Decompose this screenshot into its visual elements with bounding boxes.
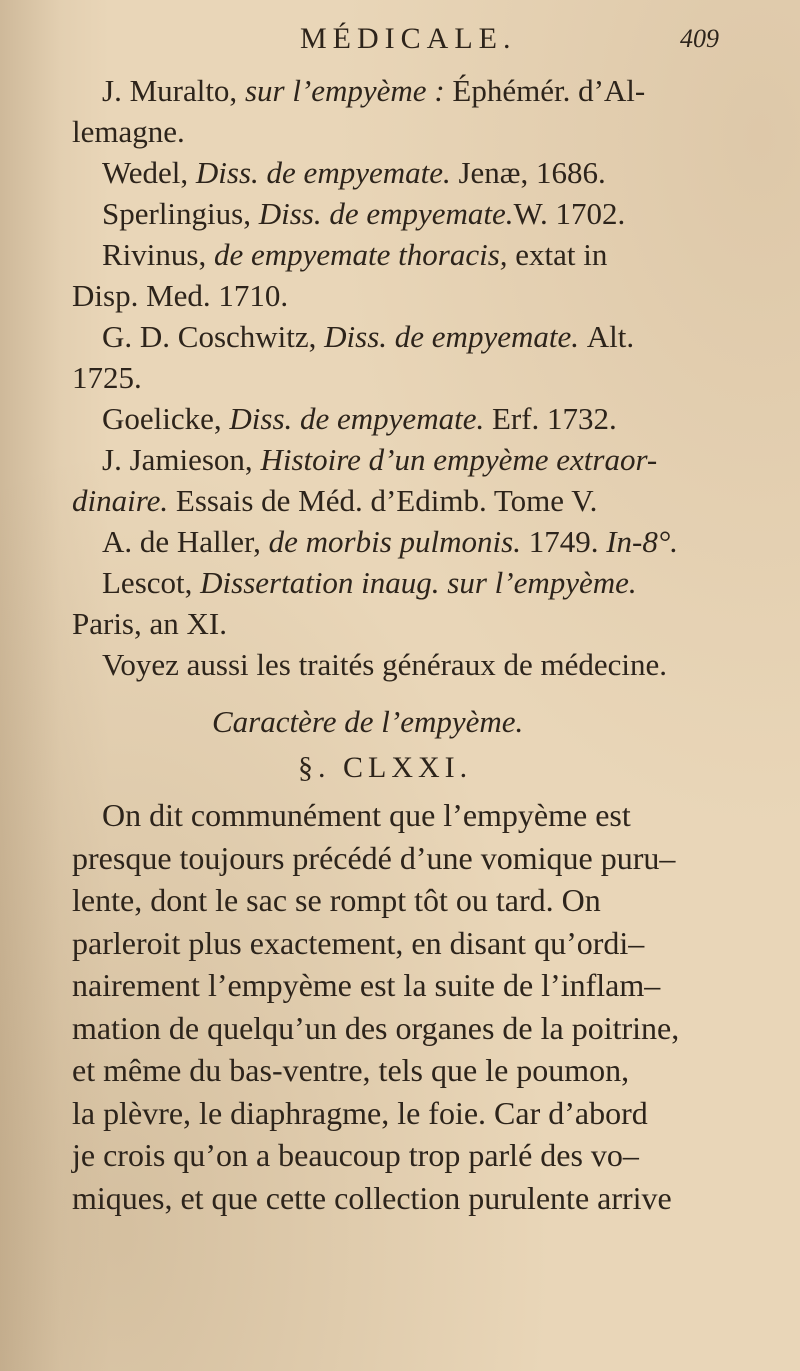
bibliography-line: Sperlingius, Diss. de empyemate.W. 1702. (102, 196, 626, 231)
paragraph-line: je crois qu’on a beaucoup trop parlé des vo– (72, 1137, 639, 1173)
page-header (0, 18, 800, 68)
bibliography-line: Disp. Med. 1710. (72, 278, 289, 313)
paragraph-line: presque toujours précédé d’une vomique puru– (72, 839, 676, 876)
bibliography-line: Rivinus, de empyemate thoracis, extat in (102, 237, 608, 272)
paragraph-line: parleroit plus exactement, en disant qu’ordi– (72, 924, 645, 961)
bibliography-line: Wedel, Diss. de empyemate. Jenæ, 1686. (102, 155, 606, 190)
paragraph-line: et même du bas-ventre, tels que le poumon, (72, 1052, 630, 1088)
bibliography-line: dinaire. Essais de Méd. d’Edimb. Tome V. (72, 483, 598, 518)
bibliography-line: A. de Haller, de morbis pulmonis. 1749. In-8°. (102, 524, 678, 559)
paragraph-line: lente, dont le sac se rompt tôt ou tard. On (72, 882, 601, 918)
bibliography-line: 1725. (72, 360, 142, 395)
paragraph-line: miques, et que cette collection purulente arrive (72, 1179, 672, 1216)
body-paragraph (72, 794, 682, 1219)
section-caption: Caractère de l’empyème. (212, 704, 524, 739)
bibliography-line: lemagne. (72, 114, 185, 149)
page-number: 409 (680, 24, 719, 53)
bibliography-line: Goelicke, Diss. de empyemate. Erf. 1732. (102, 401, 617, 436)
bibliography-line: J. Muralto, sur l’empyème : Éphémér. d’Al- (102, 73, 646, 108)
section-number: §. CLXXI. (298, 751, 473, 784)
running-head: MÉDICALE. (300, 22, 517, 55)
paragraph-line: la plèvre, le diaphragme, le foie. Car d’abord (72, 1094, 648, 1131)
bibliography-line: Voyez aussi les traités généraux de médecine. (102, 647, 667, 682)
paragraph-line: On dit communément que l’empyème est (102, 797, 631, 833)
paragraph-line: nairement l’empyème est la suite de l’inflam– (72, 967, 661, 1003)
paragraph-line: mation de quelqu’un des organes de la poitrine, (72, 1009, 680, 1046)
bibliography-line: Lescot, Dissertation inaug. sur l’empyème. (102, 565, 637, 600)
bibliography-list (72, 70, 682, 685)
page-text (72, 70, 682, 1219)
bibliography-line: Paris, an XI. (72, 606, 227, 641)
bibliography-line: J. Jamieson, Histoire d’un empyème extraor- (102, 442, 658, 477)
bibliography-line: G. D. Coschwitz, Diss. de empyemate. Alt. (102, 319, 635, 354)
